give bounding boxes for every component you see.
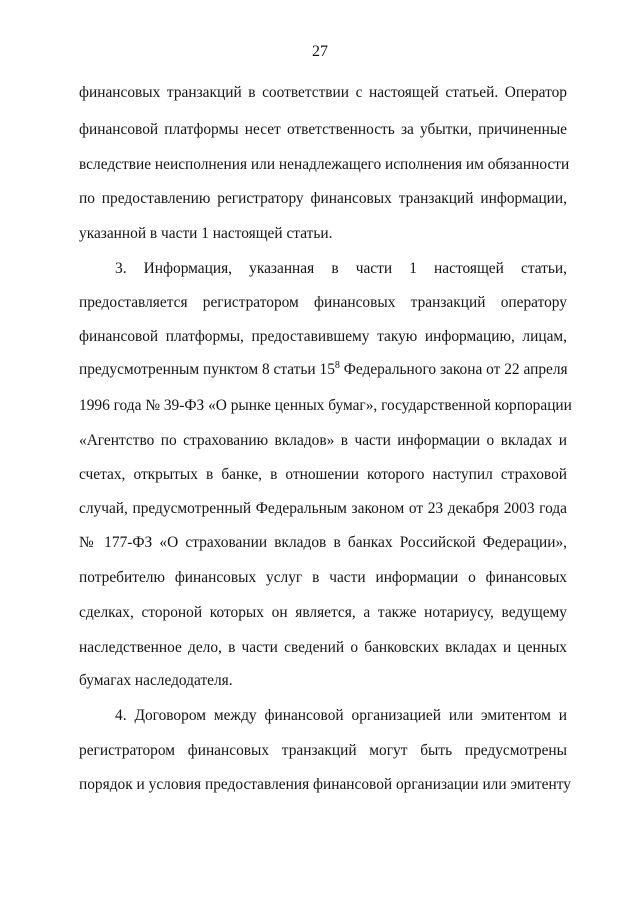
text-line: случай, предусмотренный Федеральным законом от 23 декабря 2003 года xyxy=(79,500,567,517)
text-line: сделках, стороной которых он является, а также нотариусу, ведущему xyxy=(79,604,567,621)
text-line: регистратором финансовых транзакций могут быть предусмотрены xyxy=(79,742,567,759)
text-line: финансовых транзакций в соответствии с настоящей статьей. Оператор xyxy=(79,84,567,101)
text-line xyxy=(79,360,567,380)
text-fragment: предусмотренным пунктом 8 статьи 15 xyxy=(79,361,335,378)
text-line: 4. Договором между финансовой организацией или эмитентом и xyxy=(115,707,567,724)
text-line: № 177-ФЗ «О страховании вкладов в банках Российской Федерации», xyxy=(79,534,567,551)
text-line: по предоставлению регистратору финансовых транзакций информации, xyxy=(79,190,567,207)
text-line: финансовой платформы, предоставившему такую информацию, лицам, xyxy=(79,328,567,345)
text-line: бумагах наследодателя. xyxy=(79,672,233,689)
text-line: наследственное дело, в части сведений о банковских вкладах и ценных xyxy=(79,639,567,656)
text-line: указанной в части 1 настоящей статьи. xyxy=(79,225,333,242)
text-line: счетах, открытых в банке, в отношении которого наступил страховой xyxy=(79,466,567,483)
text-line: вследствие неисполнения или ненадлежащего исполнения им обязанности xyxy=(79,156,570,173)
text-line: потребителю финансовых услуг в части информации о финансовых xyxy=(79,569,567,586)
superscript: 8 xyxy=(334,359,340,371)
text-line: финансовой платформы несет ответственность за убытки, причиненные xyxy=(79,121,567,138)
text-line: 1996 года № 39-ФЗ «О рынке ценных бумаг», государственной корпорации xyxy=(79,397,572,414)
page-number: 27 xyxy=(312,43,328,60)
text-line: порядок и условия предоставления финансовой организации или эмитенту xyxy=(79,776,571,793)
text-line: 3. Информация, указанная в части 1 настоящей статьи, xyxy=(115,260,567,277)
text-line: предоставляется регистратором финансовых транзакций оператору xyxy=(79,294,567,311)
text-fragment: Федерального закона от 22 апреля xyxy=(339,361,568,378)
text-line: «Агентство по страхованию вкладов» в части информации о вкладах и xyxy=(79,432,567,449)
